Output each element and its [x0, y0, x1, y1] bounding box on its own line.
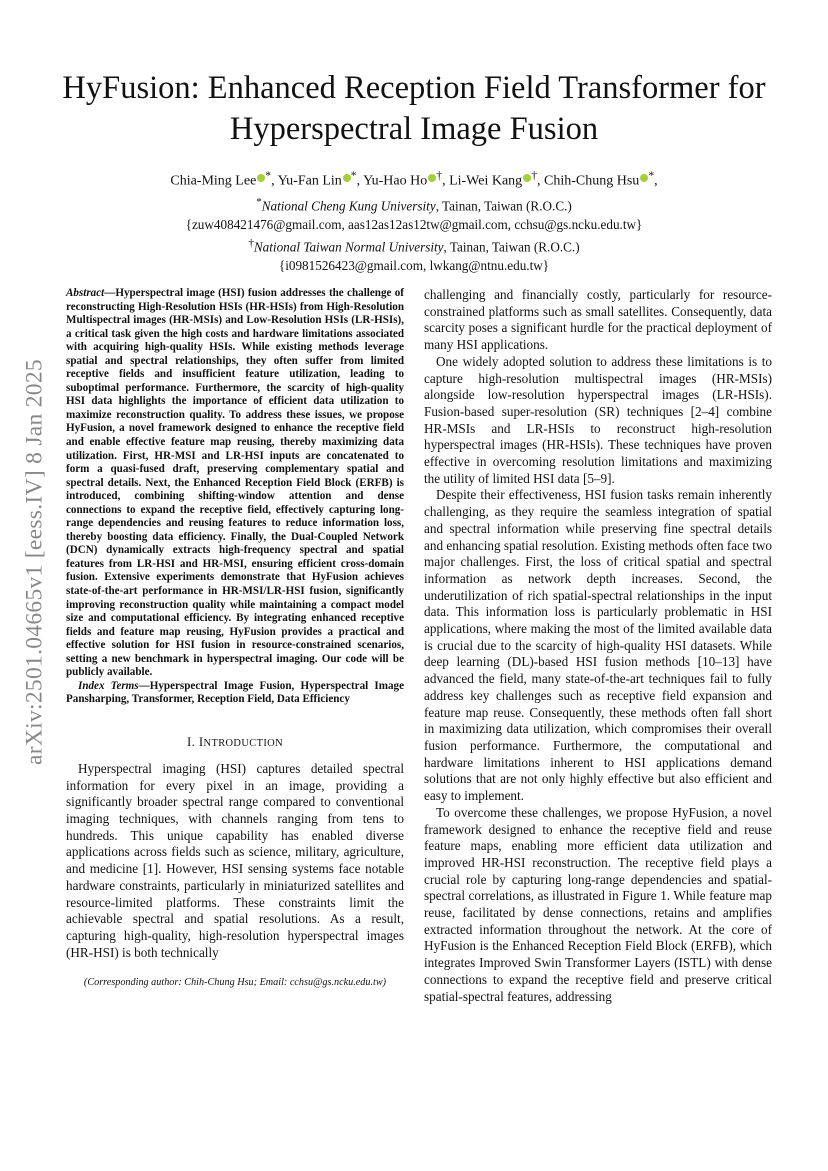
arxiv-identifier-stamp [22, 262, 48, 862]
abstract [66, 287, 404, 680]
author-name: Chia-Ming Lee [170, 173, 257, 189]
body-paragraph: To overcome these challenges, we propose HyFusion, a novel framework designed to enhance the receptive field and reuse feature maps, enabling more efficient data utilization and improved HR-HSI reconstruction. The receptive field plays a crucial role by capturing long-range dependencies and spatial-spectral correlations, as illustrated in Figure 1. While feature map reuse, facilitated by dense connections, retains and amplifies extracted information throughout the network. At the core of HyFusion is the Enhanced Reception Field Block (ERFB), which integrates Improved Swin Transformer Layers (ISTL) with dense connections to expand the receptive field and preserve critical spatial-spectral features, addressing [424, 804, 772, 1004]
author-affiliation-mark: * [265, 169, 272, 182]
intro-paragraph: Hyperspectral imaging (HSI) captures detailed spectral information for every pixel in an image, providing a significantly broader spectral range compared to conventional imaging techniques, with channels ranging from tens to hundreds. This unique capability has enabled diverse applications across fields such as science, military, agriculture, and medicine [1]. However, HSI sensing systems face notable hardware constraints, particularly in miniaturized satellites and resource-limited platforms. These constraints limit the achievable spectral and spatial resolutions. As a result, capturing high-quality, high-resolution hyperspectral images (HR-HSI) is both technically [66, 760, 404, 960]
body-paragraph: One widely adopted solution to address these limitations is to capture high-resolution multispectral images (HR-MSIs) alongside low-resolution hyperspectral images (LR-HSIs). Fusion-based super-resolution (SR) techniques [2–4] combine HR-MSIs and LR-HSIs to reconstruct high-resolution hyperspectral images (HR-HSIs). These techniques have proven effective in overcoming resolution limitations and maximizing the utility of limited HSI data [5–9]. [424, 353, 772, 486]
author-affiliation-mark: * [350, 169, 357, 182]
corresponding-author-footnote: (Corresponding author: Chih-Chung Hsu; Email: cchsu@gs.ncku.edu.tw) [83, 977, 387, 989]
right-column [424, 287, 772, 1005]
abstract-label: Abstract [66, 287, 105, 299]
affiliation-location: , Tainan, Taiwan (R.O.C.) [435, 198, 572, 214]
body-paragraph: Despite their effectiveness, HSI fusion tasks remain inherently challenging, as they require the seamless integration of spatial and spectral information while preserving fine spectral details and enhancing spatial resolution. Existing methods often face two major challenges. First, the loss of critical spatial and spectral information as network depth increases. Second, the underutilization of rich spatial-spectral relationships in the input data. This information loss is particularly problematic in HSI applications, where making the most of the limited available data is crucial due to the scarcity of high-quality HSI datasets. While deep learning (DL)-based HSI fusion methods [10–13] have advanced the field, many state-of-the-art techniques fail to fully address key challenges such as receptive field expansion and feature map reuse. Consequently, these methods often fall short in maximizing data utilization, which compromises their overall fusion performance. Furthermore, the computational and hardware limitations inherent to HSI applications demand solutions that are not only highly effective but also efficient and easy to implement. [424, 487, 772, 804]
affiliation-emails: {zuw408421476@gmail.com, aas12as12as12tw@gmail.com, cchsu@gs.ncku.edu.tw} [185, 216, 643, 232]
author-name: Li-Wei Kang [449, 173, 523, 189]
affiliation-institution: National Cheng Kung University [261, 198, 436, 214]
abstract-text: —Hyperspectral image (HSI) fusion addresses the challenge of reconstructing High-Resolution HSIs (HR-HSIs) from High-Resolution Multispectral images (HR-MSIs) and Low-Resolution HSIs (LR-HSIs), a critical task given the high costs and hardware limitations associated with acquiring high-quality HSIs. While existing methods leverage spatial and spectral relationships, they often suffer from limited receptive fields and insufficient feature utilization, leading to suboptimal performance. Furthermore, the scarcity of high-quality HSI data highlights the importance of efficient data utilization to maximize reconstruction quality. To address these issues, we propose HyFusion, a novel framework designed to enhance the receptive field and enable effective feature map reusing, thereby maximizing data utilization. First, HR-MSI and LR-HSI inputs are concatenated to form a quasi-fused draft, preserving complementary spatial and spectral details. Next, the Enhanced Reception Field Block (ERFB) is introduced, combining shifting-window attention and dense connections to expand the receptive field, effectively capturing long-range dependencies and reusing features to reduce information loss, thereby boosting data efficiency. Finally, the Dual-Coupled Network (DCN) dynamically extracts high-frequency spectral and spatial features from LR-HSI and HR-MSI, ensuring efficient cross-domain fusion. Extensive experiments demonstrate that HyFusion achieves state-of-the-art performance in HR-MSI/LR-HSI fusion, significantly improving reconstruction quality while maintaining a compact model size and computational efficiency. By integrating enhanced receptive fields and feature map reusing, HyFusion provides a practical and effective solution for HSI fusion in resource-constrained scenarios, setting a new benchmark in hyperspectral imaging. Our code will be publicly available. [66, 287, 404, 679]
arxiv-identifier-text: arXiv:2501.04665v1 [eess.IV] 8 Jan 2025 [21, 359, 48, 765]
author-name: Yu-Fan Lin [277, 173, 342, 189]
affiliation-emails: {i0981526423@gmail.com, lwkang@ntnu.edu.tw} [278, 258, 550, 274]
affiliation-location: , Tainan, Taiwan (R.O.C.) [443, 239, 580, 255]
affiliation-line [80, 193, 748, 216]
index-terms [66, 680, 404, 707]
paper-title: HyFusion: Enhanced Reception Field Transformer for Hyperspectral Image Fusion [62, 70, 766, 147]
orcid-icon[interactable] [343, 174, 351, 182]
orcid-icon[interactable] [257, 174, 265, 182]
affiliation-institution: National Taiwan Normal University [253, 239, 444, 255]
author-list: Chia-Ming Lee *, Yu-Fan Lin *, Yu-Hao Ho †, Li-Wei Kang †, Chih-Chung Hsu *, [170, 169, 658, 189]
author-affiliation-mark: † [531, 169, 538, 182]
section-title-initial: I [198, 734, 204, 749]
author-block [80, 166, 748, 276]
author-affiliation-mark: † [436, 169, 443, 182]
index-terms-label: Index Terms [78, 679, 139, 692]
orcid-icon[interactable] [523, 174, 531, 182]
left-column [66, 287, 404, 988]
section-title-rest: NTRODUCTION [203, 737, 283, 749]
index-terms-text: —Hyperspectral Image Fusion, Hyperspectral Image Pansharping, Transformer, Reception Field, Data Efficiency [66, 679, 404, 706]
affiliation-line [80, 234, 748, 257]
affiliation-mark: † [248, 237, 254, 250]
affiliation-mark: * [256, 195, 262, 208]
body-paragraph: challenging and financially costly, particularly for resource-constrained platforms such as small satellites. Consequently, data scarcity poses a significant hurdle for the practical deployment of many HSI applications. [424, 287, 772, 353]
author-name: Yu-Hao Ho [363, 173, 428, 189]
author-affiliation-mark: * [648, 169, 655, 182]
orcid-icon[interactable] [428, 174, 436, 182]
section-heading [66, 735, 404, 750]
author-name: Chih-Chung Hsu [544, 173, 640, 189]
orcid-icon[interactable] [640, 174, 648, 182]
section-number: I. [187, 734, 196, 749]
